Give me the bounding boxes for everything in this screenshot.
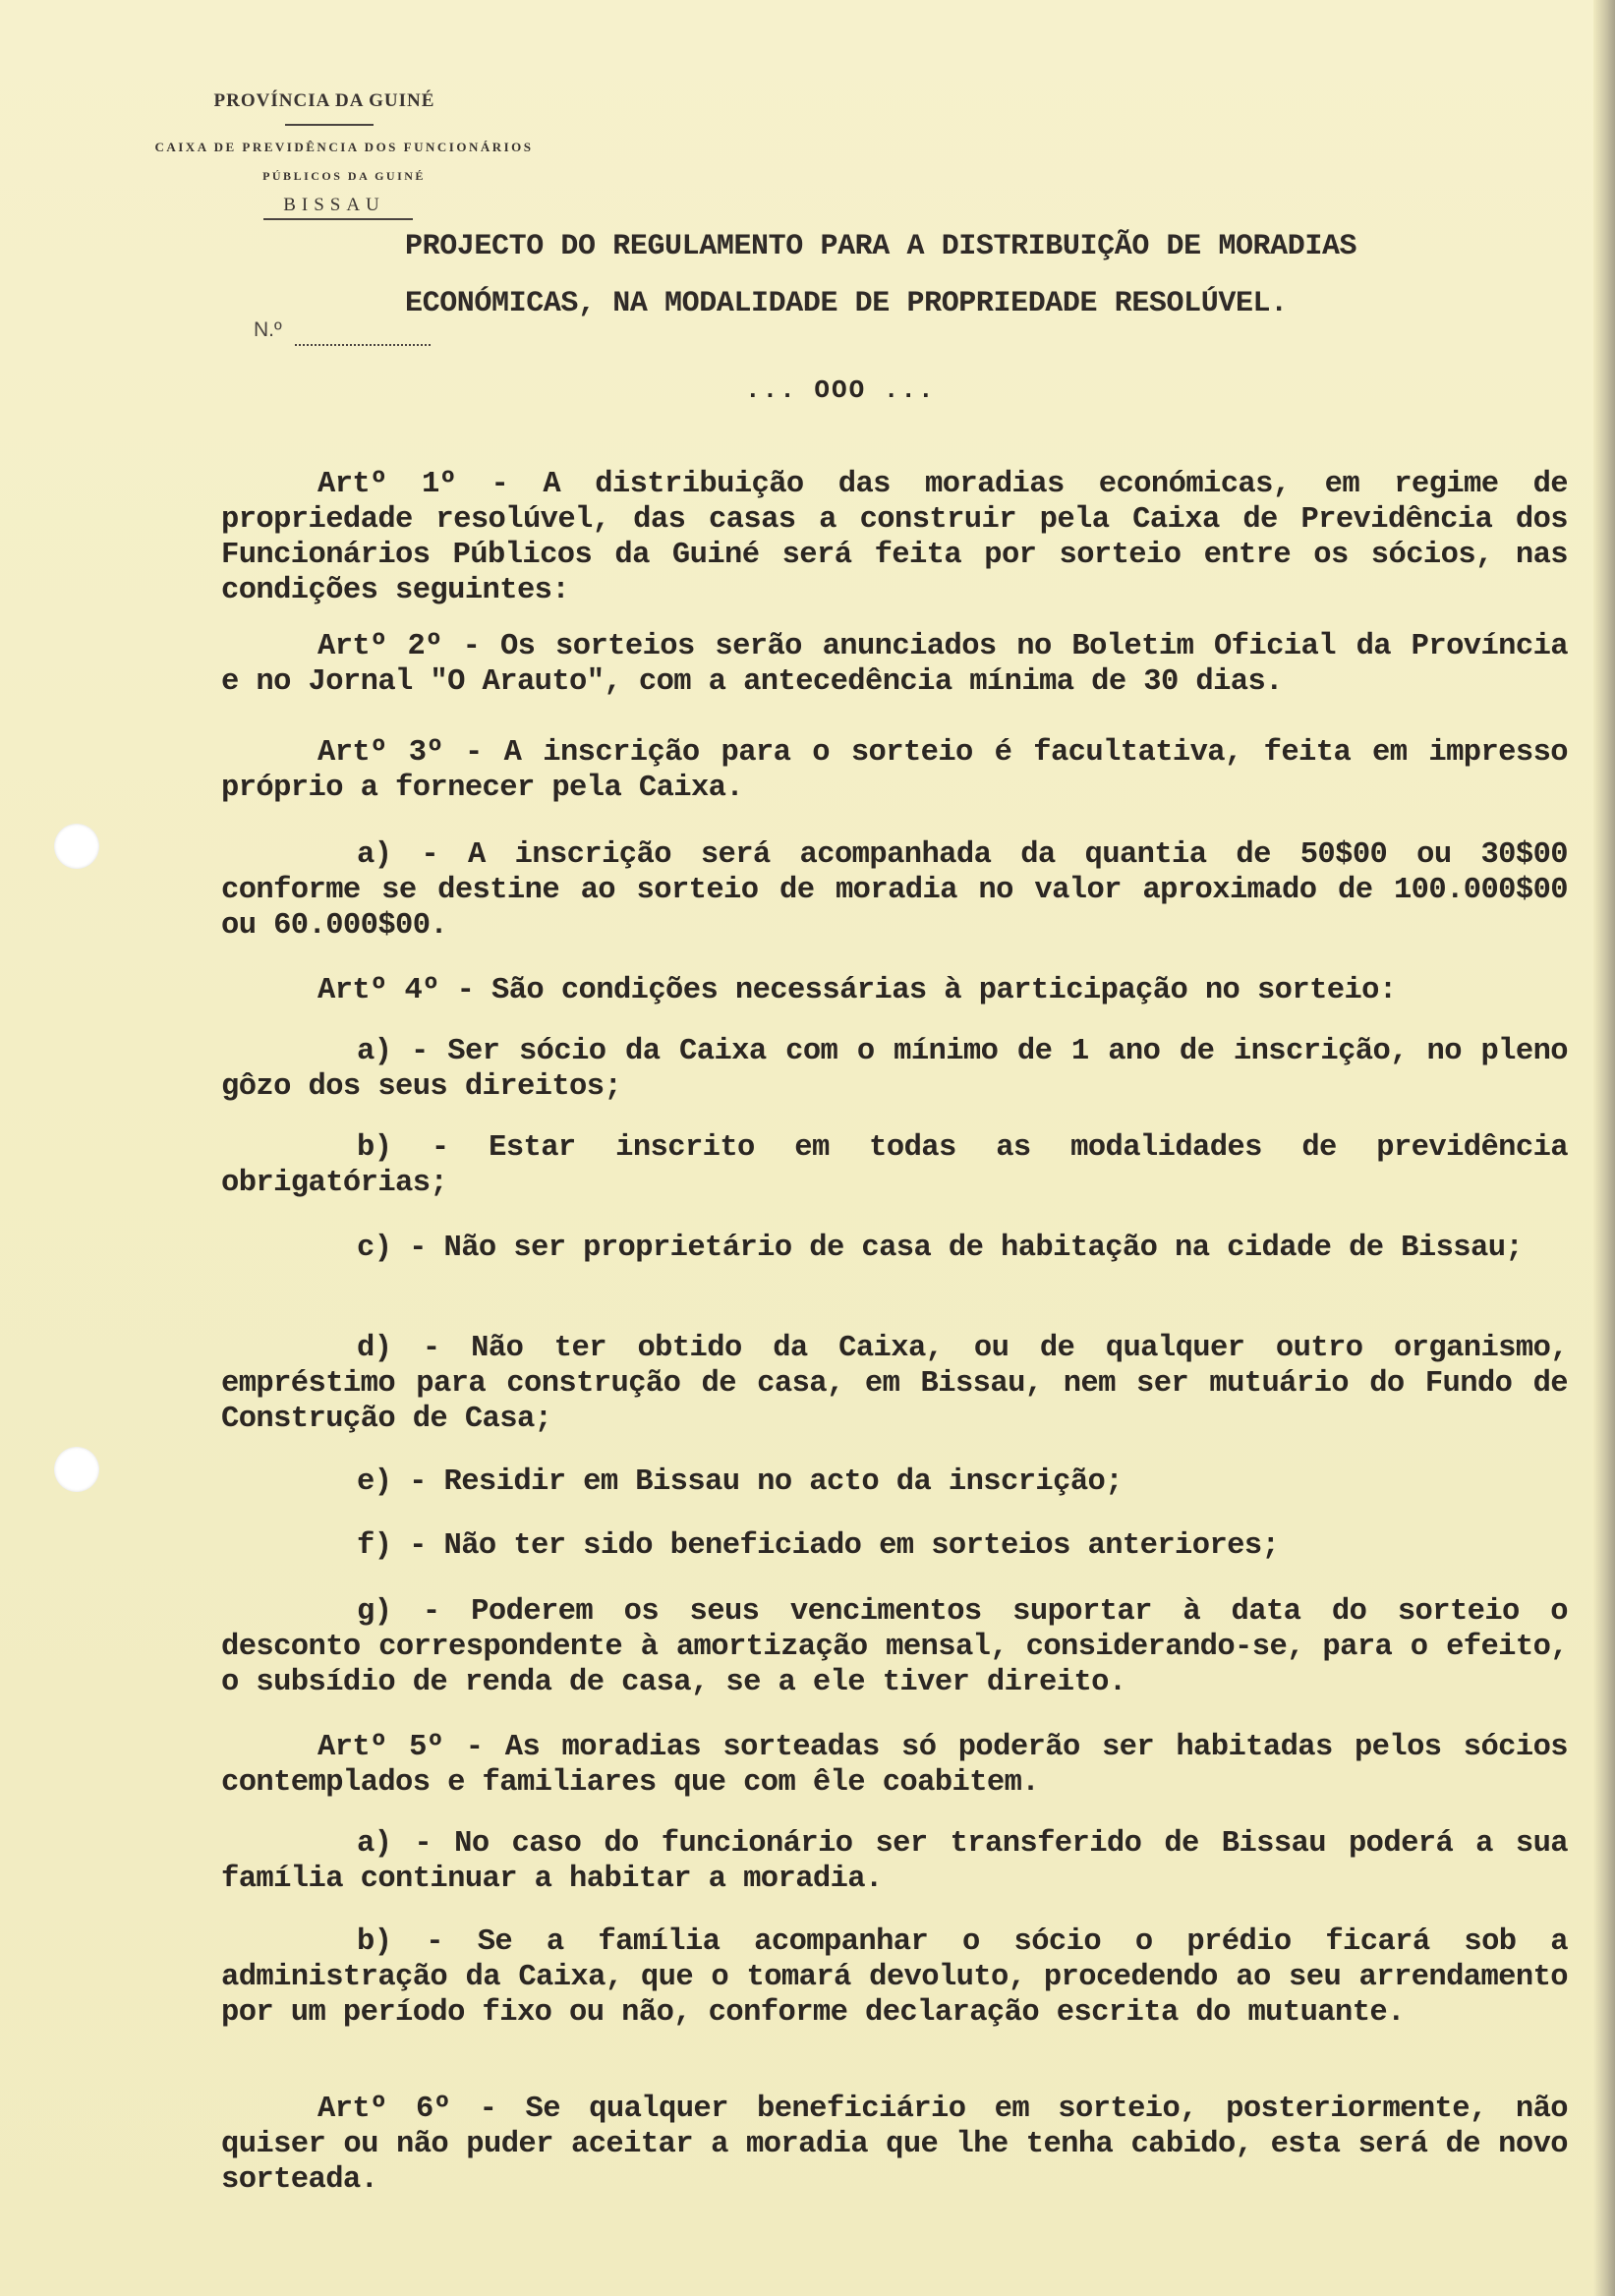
title-separator: ... OOO ... <box>745 375 936 405</box>
article-4e: e) - Residir em Bissau no acto da inscrição; <box>357 1465 1123 1499</box>
header-caixa: CAIXA DE PREVIDÊNCIA DOS FUNCIONÁRIOS <box>154 140 534 154</box>
header-publicos: PÚBLICOS DA GUINÉ <box>262 169 426 183</box>
punch-hole-bottom <box>54 1447 99 1492</box>
article-5b: b) - Se a família acompanhar o sócio o prédio ficará sob a administração da Caixa, que o tomará devoluto, procedendo ao seu arrendamento por um período fixo ou não, conforme declaração escrita do mutuante. <box>221 1925 1568 2030</box>
article-6: Artº 6º - Se qualquer beneficiário em sorteio, posteriormente, não quiser ou não puder aceitar a moradia que lhe tenha cabido, esta será de novo sorteada. <box>221 2093 1568 2197</box>
punch-hole-top <box>54 824 99 869</box>
article-4b: b) - Estar inscrito em todas as modalidades de previdência obrigatórias; <box>221 1131 1568 1200</box>
header-provincia: PROVÍNCIA DA GUINÉ <box>213 90 435 111</box>
number-dotted-line <box>295 344 431 346</box>
article-4d: d) - Não ter obtido da Caixa, ou de qualquer outro organismo, empréstimo para construção de casa, em Bissau, nem ser mutuário do Fundo de Construção de Casa; <box>221 1332 1568 1436</box>
article-5a: a) - No caso do funcionário ser transferido de Bissau poderá a sua família continuar a habitar a moradia. <box>221 1827 1568 1896</box>
article-1: Artº 1º - A distribuição das moradias económicas, em regime de propriedade resolúvel, das casas a construir pela Caixa de Previdência dos Funcionários Públicos da Guiné será feita por sorteio entre os sócios, nas condições seguintes: <box>221 468 1568 607</box>
article-4g: g) - Poderem os seus vencimentos suportar à data do sorteio o desconto correspondente à amortização mensal, considerando-se, para o efeito, o subsídio de renda de casa, se a ele tiver direito. <box>221 1595 1568 1699</box>
page-edge-shadow <box>1593 0 1615 2296</box>
number-label: N.º <box>254 318 282 341</box>
article-4c: c) - Não ser proprietário de casa de habitação na cidade de Bissau; <box>357 1232 1524 1265</box>
article-4a: a) - Ser sócio da Caixa com o mínimo de 1 ano de inscrição, no pleno gôzo dos seus direitos; <box>221 1035 1568 1104</box>
article-4f: f) - Não ter sido beneficiado em sorteios anteriores; <box>357 1529 1280 1563</box>
header-rule <box>285 124 374 126</box>
article-5: Artº 5º - As moradias sorteadas só poderão ser habitadas pelos sócios contemplados e familiares que com êle coabitem. <box>221 1731 1568 1800</box>
title-line-2: ECONÓMICAS, NA MODALIDADE DE PROPRIEDADE RESOLÚVEL. <box>405 287 1288 320</box>
article-3: Artº 3º - A inscrição para o sorteio é facultativa, feita em impresso próprio a fornecer pela Caixa. <box>221 736 1568 805</box>
title-line-1: PROJECTO DO REGULAMENTO PARA A DISTRIBUIÇÃO DE MORADIAS <box>405 230 1357 263</box>
header-bissau-underline <box>263 218 413 220</box>
article-2: Artº 2º - Os sorteios serão anunciados no Boletim Oficial da Província e no Jornal "O Arauto", com a antecedência mínima de 30 dias. <box>221 630 1568 699</box>
article-3a: a) - A inscrição será acompanhada da quantia de 50$00 ou 30$00 conforme se destine ao sorteio de moradia no valor aproximado de 100.000$00 ou 60.000$00. <box>221 838 1568 943</box>
header-bissau: BISSAU <box>283 195 385 215</box>
document-title <box>405 218 1506 332</box>
article-4: Artº 4º - São condições necessárias à participação no sorteio: <box>317 974 1397 1007</box>
